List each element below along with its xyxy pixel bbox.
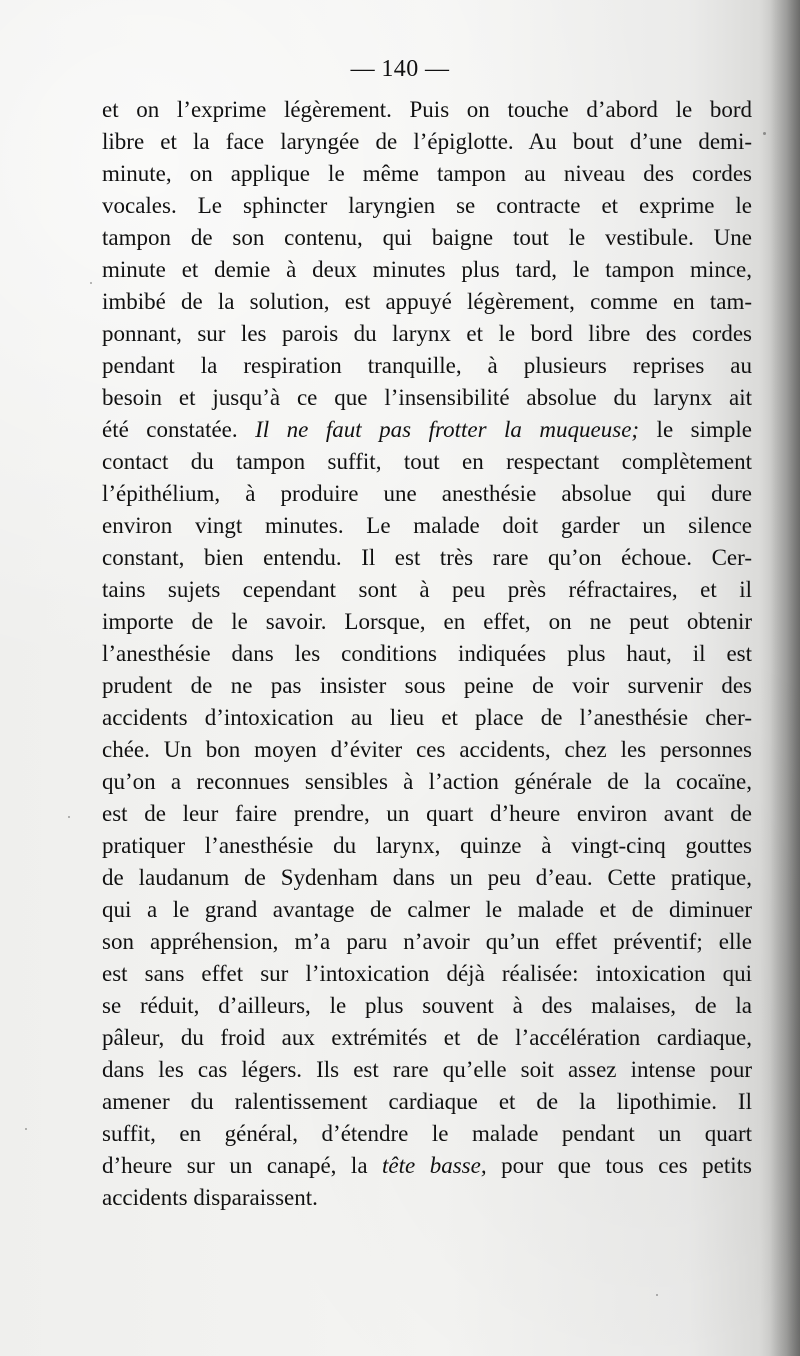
- text-line: tains sujets cependant sont à peu près réfractaires, et il: [102, 577, 752, 602]
- paper-speck: [656, 1294, 658, 1296]
- page-number: — 140 —: [350, 56, 450, 82]
- text-line: [102, 414, 752, 446]
- text-line: est de leur faire prendre, un quart d’heure environ avant de: [102, 801, 752, 826]
- text-line: dans les cas légers. Ils est rare qu’elle soit assez intense pour: [102, 1057, 752, 1082]
- text-line: suffit, en général, d’étendre le malade pendant un quart: [102, 1121, 752, 1146]
- text-run: pour que tous ces petits: [486, 1153, 752, 1178]
- text-line: accidents d’intoxication au lieu et place de l’anesthésie cher-: [102, 705, 752, 730]
- text-line: minute, on applique le même tampon au niveau des cordes: [102, 161, 752, 186]
- paper-speck: [68, 816, 70, 818]
- italic-text: Il ne faut pas frotter la muqueuse;: [255, 417, 640, 442]
- body-text: [102, 94, 752, 1214]
- text-run: le simple: [639, 417, 752, 442]
- text-line: est sans effet sur l’intoxication déjà réalisée: intoxication qui: [102, 961, 752, 986]
- text-line: importe de le savoir. Lorsque, en effet, on ne peut obtenir: [102, 609, 752, 634]
- paper-speck: [90, 282, 92, 284]
- text-line: l’anesthésie dans les conditions indiquées plus haut, il est: [102, 641, 752, 666]
- text-line: chée. Un bon moyen d’éviter ces accidents, chez les personnes: [102, 737, 752, 762]
- text-line: environ vingt minutes. Le malade doit garder un silence: [102, 513, 752, 538]
- italic-text: tête basse,: [382, 1153, 487, 1178]
- text-line: qu’on a reconnues sensibles à l’action générale de la cocaïne,: [102, 769, 752, 794]
- text-line: se réduit, d’ailleurs, le plus souvent à des malaises, de la: [102, 993, 752, 1018]
- text-line: pratiquer l’anesthésie du larynx, quinze à vingt-cinq gouttes: [102, 833, 752, 858]
- text-line: accidents disparaissent.: [102, 1185, 318, 1210]
- text-line: [102, 1150, 752, 1182]
- text-line: ponnant, sur les parois du larynx et le bord libre des cordes: [102, 321, 752, 346]
- text-line: pendant la respiration tranquille, à plusieurs reprises au: [102, 353, 752, 378]
- text-line: contact du tampon suffit, tout en respectant complètement: [102, 449, 752, 474]
- text-line: tampon de son contenu, qui baigne tout le vestibule. Une: [102, 225, 752, 250]
- text-line: de laudanum de Sydenham dans un peu d’eau. Cette pratique,: [102, 865, 752, 890]
- text-line: et on l’exprime légèrement. Puis on touche d’abord le bord: [102, 97, 752, 122]
- text-line: l’épithélium, à produire une anesthésie absolue qui dure: [102, 481, 752, 506]
- page-edge-shadow: [770, 0, 800, 1356]
- text-line: qui a le grand avantage de calmer le malade et de diminuer: [102, 897, 752, 922]
- text-run: été constatée.: [102, 417, 256, 442]
- text-line: minute et demie à deux minutes plus tard, le tampon mince,: [102, 257, 752, 282]
- text-line: pâleur, du froid aux extrémités et de l’accélération cardiaque,: [102, 1025, 752, 1050]
- text-line: prudent de ne pas insister sous peine de voir survenir des: [102, 673, 752, 698]
- paper-speck: [763, 132, 766, 135]
- text-run: d’heure sur un canapé, la: [102, 1153, 383, 1178]
- paper-speck: [25, 1128, 27, 1130]
- text-line: constant, bien entendu. Il est très rare qu’on échoue. Cer-: [102, 545, 752, 570]
- text-line: son appréhension, m’a paru n’avoir qu’un effet préventif; elle: [102, 929, 752, 954]
- text-line: amener du ralentissement cardiaque et de la lipothimie. Il: [102, 1089, 752, 1114]
- text-line: vocales. Le sphincter laryngien se contracte et exprime le: [102, 193, 752, 218]
- text-line: imbibé de la solution, est appuyé légèrement, comme en tam-: [102, 289, 752, 314]
- text-line: besoin et jusqu’à ce que l’insensibilité absolue du larynx ait: [102, 385, 752, 410]
- text-line: libre et la face laryngée de l’épiglotte. Au bout d’une demi-: [102, 129, 752, 154]
